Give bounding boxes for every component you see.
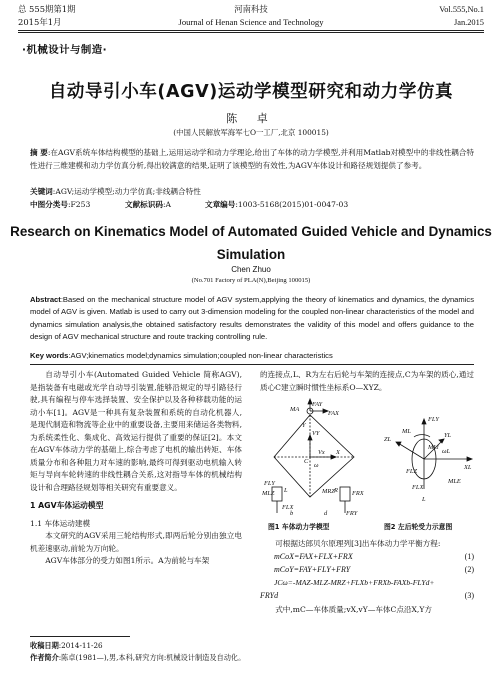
author-en: Chen Zhuo <box>231 265 271 274</box>
received-label: 收稿日期 <box>30 641 59 650</box>
svg-text:R: R <box>334 487 338 494</box>
svg-text:d: d <box>324 510 328 517</box>
keywords-cn-label: 关键词 <box>30 187 53 196</box>
title-en-line2: Simulation <box>216 247 286 262</box>
journal-name-en: Journal of Henan Science and Technology <box>178 17 324 27</box>
equation-2-text: mCoY=FAY+FLY+FRY <box>274 565 351 574</box>
author-bio <box>30 652 474 663</box>
heading-1: 1 AGV车体运动模型 <box>30 501 104 510</box>
abstract-en-text: :Based on the mechanical structure model of AGV system,applying the theory of kinematics and dynamics, the dynamics model of AGV is given. Matlab is used to carry out 3-dimension modeling for the coupled non-linear characteristics of the model and dynamics simulation analysis,the obtained satisfactory results demonstrates the validity of this model and offers guidance to the design of AGV mechanical structure and route tracking controlling rule. <box>30 295 474 342</box>
svg-text:Vx: Vx <box>318 449 325 456</box>
issue-number: 总 555期第1期 <box>18 4 76 14</box>
svg-text:MLl: MLl <box>428 444 439 451</box>
right-column-paragraph-3: 式中,mC—车体质量;vX,vY—车体C点沿X,Y方 <box>275 605 432 614</box>
svg-text:YL: YL <box>444 432 452 439</box>
clc-value: :F253 <box>67 200 91 209</box>
keywords-en-label: Key words <box>30 351 69 360</box>
author-bio-label: 作者简介 <box>30 653 59 662</box>
svg-text:FLX: FLX <box>412 484 424 491</box>
equation-1-text: mCoX=FAX+FLX+FRX <box>274 552 353 561</box>
classification-line <box>30 199 474 211</box>
equation-3 <box>260 577 474 590</box>
vehicle-frame-outline <box>274 415 354 497</box>
body-paragraph-2: AGV车体部分的受力如图1所示。A为前轮与车架 <box>45 556 210 565</box>
keywords-cn-text: :AGV;运动学模型;动力学仿真;非线耦合特性 <box>52 187 201 196</box>
equation-1 <box>260 551 474 564</box>
svg-text:FRY: FRY <box>346 510 358 517</box>
svg-text:ML: ML <box>402 428 411 435</box>
equation-2 <box>260 564 474 577</box>
figure-2-left-wheel-forces <box>384 397 480 517</box>
abstract-en-label: Abstract <box>30 295 61 304</box>
svg-text:L: L <box>422 496 426 503</box>
heading-1-1: 1.1 车体运动建模 <box>30 518 91 528</box>
equation-1-number: (1) <box>464 552 474 561</box>
header-rule-2 <box>18 32 484 33</box>
svg-text:b: b <box>290 510 294 517</box>
svg-text:FRX: FRX <box>352 490 364 497</box>
keywords-en-text: :AGV;kinematics model;dynamics simulation;coupled non-linear characteristics <box>68 351 333 360</box>
svg-text:ZL: ZL <box>384 436 392 443</box>
svg-text:Y: Y <box>302 422 306 429</box>
clc-label: 中图分类号 <box>30 200 68 209</box>
author-bio-value: :陈卓(1981—),男,本科,研究方向:机械设计制造及自动化。 <box>58 653 246 662</box>
doc-code-label: 文献标识码 <box>125 200 163 209</box>
svg-text:X: X <box>336 449 340 456</box>
svg-text:MLZ: MLZ <box>262 490 275 497</box>
figure-1-caption: 图1 车体动力学模型 <box>268 523 330 531</box>
svg-text:C: C <box>304 458 309 465</box>
volume-date: Jan.2015 <box>453 18 484 27</box>
author-cn: 陈 卓 <box>226 112 276 125</box>
volume-number: Vol.555,No.1 <box>439 5 484 14</box>
svg-text:FAX: FAX <box>328 410 339 417</box>
abstract-cn <box>30 147 474 172</box>
abstract-cn-text: :在AGV系统车体结构模型的基础上,运用运动学和动力学理论,给出了车体的动力学模型,并利用Matlab对模型中的非线性耦合特性进行三维建模和动力学仿真分析,得出较满意的结果,证明了该模型的有效性,为AGV车体设计和路径规划提供了参考。 <box>30 148 474 170</box>
issue-date: 2015年1月 <box>18 17 62 27</box>
svg-text:FLX: FLX <box>282 504 294 511</box>
article-number-label: 文章编号 <box>205 200 236 209</box>
svg-text:FLY: FLY <box>264 480 275 487</box>
affiliation-en: (No.701 Factory of PLA(N),Beijing 100015) <box>191 277 311 284</box>
svg-text:FLY: FLY <box>428 416 439 423</box>
body-paragraph-1: 本文研究的AGV采用三轮结构形式,即两后轮分别由独立电机差速驱动,前轮为万向轮。 <box>30 531 242 553</box>
article-number-value: :1003-5168(2015)01-0047-03 <box>235 200 349 209</box>
title-cn: 自动导引小车(AGV)运动学模型研究和动力学仿真 <box>48 82 454 102</box>
equation-2-number: (2) <box>464 565 474 574</box>
svg-text:MRZ: MRZ <box>322 488 335 495</box>
abstract-en <box>30 294 474 344</box>
intro-paragraph: 自动导引小车(Automated Guided Vehicle 简称AGV),是指装备有电磁或光学自动导引装置,能够沿规定的导引路径行驶,具有编程与停车选择装置、安全保护以及各种移载功能的运动小车[1]。AGV是一种具有复杂装置和系统的自动化机器人,是现代制造和物流等企业中的重要设备,主要用来储运各类物料,为系统柔性化、集成化、高效运行提供了重要的保证[2]。本文在AGV车体动力学的基础上,综合考虑了电机的输出转矩、车体质量分布和各种阻力对车速的影响,最终可得到驱动电机输入转矩与导向车轮转速的非线性耦合关系,这对指导车体的机械结构设计和合理路径规划等相关研究有重要意义。 <box>30 370 242 492</box>
right-column-paragraph-2: 可根据达郎贝尔原理列[3]出车体动力学平衡方程: <box>275 539 441 548</box>
header-rule <box>18 30 484 31</box>
section-label: ·机械设计与制造· <box>22 44 108 56</box>
received-date <box>30 640 474 651</box>
figure-2-labels <box>384 416 472 503</box>
footnote-rule <box>30 636 130 637</box>
right-column-intro: 的连接点,L、R为左右后轮与车架的连接点,C为车架的质心,通过质心C建立瞬时惯性坐标系O—XYZ。 <box>260 370 474 392</box>
svg-text:MLE: MLE <box>448 478 461 485</box>
abstract-cn-label: 摘 要 <box>30 148 48 157</box>
figure-2-caption: 图2 左后轮受力示意图 <box>384 523 453 531</box>
svg-text:VY: VY <box>312 430 320 437</box>
received-value: :2014-11-26 <box>58 641 103 650</box>
abstract-divider <box>30 364 474 365</box>
affiliation-cn: (中国人民解放军海军七O一工厂,北京 100015) <box>173 128 329 137</box>
equation-3-number: (3) <box>464 591 474 600</box>
title-en <box>0 222 502 264</box>
left-column <box>30 369 242 568</box>
svg-text:MA: MA <box>290 406 300 413</box>
title-en-line1: Research on Kinematics Model of Automated Guided Vehicle and Dynamics <box>10 224 492 239</box>
svg-text:L: L <box>284 487 288 494</box>
svg-text:ωL: ωL <box>442 448 451 455</box>
journal-name-cn: 河南科技 <box>234 4 268 14</box>
svg-text:ω: ω <box>314 462 319 469</box>
equation-3-text: JCω=-MAZ-MLZ-MRZ+FLXb+FRXb-FAXb-FLYd+ <box>274 578 435 587</box>
figure-1-vehicle-dynamics <box>262 397 374 517</box>
svg-text:FAY: FAY <box>312 401 323 408</box>
doc-code-value: :A <box>162 200 172 209</box>
svg-text:XL: XL <box>464 464 472 471</box>
keywords-en <box>30 350 474 362</box>
equation-3-cont <box>260 590 474 603</box>
svg-text:FLZ: FLZ <box>406 468 418 475</box>
equation-3-text-cont: FRYd <box>260 591 279 600</box>
keywords-cn <box>30 186 474 198</box>
